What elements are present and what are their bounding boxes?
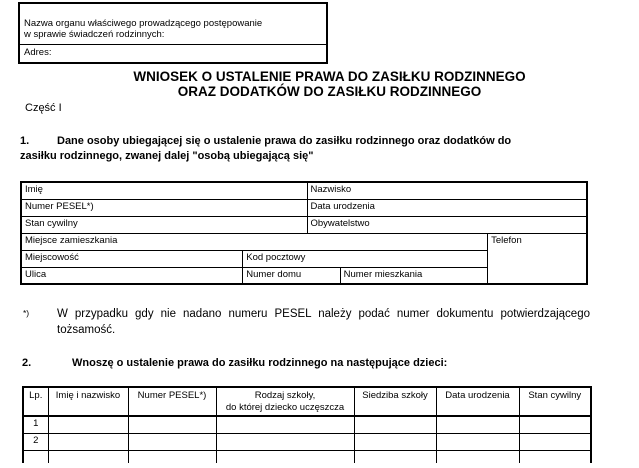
part-label: Część I <box>25 102 62 114</box>
birth-date-cell[interactable] <box>307 199 587 216</box>
child-birth-date-cell[interactable] <box>436 416 519 433</box>
section-1-heading <box>20 134 594 164</box>
children-table-region <box>22 386 598 463</box>
child-marital-status-cell[interactable] <box>519 433 591 450</box>
citizenship-cell[interactable] <box>307 216 587 233</box>
child-pesel-cell[interactable] <box>128 416 216 433</box>
child-school-location-cell[interactable] <box>354 416 436 433</box>
child-row <box>23 450 591 463</box>
apartment-number-cell[interactable] <box>340 267 488 284</box>
city-cell[interactable] <box>21 250 243 267</box>
city-label: Miejscowość <box>25 251 79 263</box>
postal-code-label: Kod pocztowy <box>246 251 306 263</box>
section-1-heading-text2: zasiłku rodzinnego, zwanej dalej "osobą ubiegającą się" <box>20 150 314 162</box>
footnote-line2: tożsamość. <box>57 324 116 336</box>
section-1-heading-text1: Dane osoby ubiegającej się o ustalenie prawa do zasiłku rodzinnego oraz dodatków do <box>57 135 512 147</box>
child-school-type-cell[interactable] <box>216 416 354 433</box>
citizenship-label: Obywatelstwo <box>310 217 370 229</box>
authority-name-label: Nazwa organu właściwego prowadzącego postępowanie w sprawie świadczeń rodzinnych: <box>24 17 263 40</box>
child-school-type-cell[interactable] <box>216 433 354 450</box>
section-1-line1 <box>20 134 594 149</box>
table-row <box>21 216 587 233</box>
children-table <box>22 386 592 463</box>
children-table-header-row <box>23 387 591 416</box>
child-birth-date-cell[interactable] <box>436 433 519 450</box>
phone-label: Telefon <box>491 234 522 246</box>
pesel-cell[interactable] <box>21 199 307 216</box>
footnote-text <box>57 306 590 338</box>
table-row <box>21 199 587 216</box>
col-header-school-type: Rodzaj szkoły, do której dziecko uczęszcza <box>216 387 354 416</box>
form-title <box>10 69 639 99</box>
child-row-number <box>23 450 48 463</box>
child-name-cell[interactable] <box>48 433 128 450</box>
child-row <box>23 433 591 450</box>
first-name-label: Imię <box>25 184 43 195</box>
applicant-table <box>20 181 588 285</box>
child-pesel-cell[interactable] <box>128 450 216 463</box>
footnote-marker: *) <box>23 308 30 318</box>
table-row <box>21 182 587 199</box>
child-pesel-cell[interactable] <box>128 433 216 450</box>
col-header-pesel: Numer PESEL*) <box>128 387 216 416</box>
postal-code-cell[interactable] <box>243 250 488 267</box>
form-title-line2: ORAZ DODATKÓW DO ZASIŁKU RODZINNEGO <box>177 84 482 99</box>
section-1-number: 1. <box>20 135 30 147</box>
col-header-lp: Lp. <box>23 387 48 416</box>
house-number-label: Numer domu <box>246 268 302 280</box>
child-school-location-cell[interactable] <box>354 450 436 463</box>
house-number-cell[interactable] <box>243 267 340 284</box>
footnote-line1: W przypadku gdy nie nadano numeru PESEL należy podać numer dokumentu potwierdzającego <box>57 308 590 320</box>
authority-address-field[interactable] <box>20 45 326 62</box>
pesel-footnote <box>20 306 594 338</box>
apartment-number-label: Numer mieszkania <box>343 268 423 280</box>
child-birth-date-cell[interactable] <box>436 450 519 463</box>
first-name-cell[interactable] <box>21 182 307 199</box>
residence-cell[interactable] <box>21 233 488 250</box>
child-row-number: 2 <box>23 433 48 450</box>
section-2-number: 2. <box>22 357 32 369</box>
street-label: Ulica <box>25 268 47 280</box>
col-header-birth-date: Data urodzenia <box>436 387 519 416</box>
col-header-name: Imię i nazwisko <box>48 387 128 416</box>
marital-status-cell[interactable] <box>21 216 307 233</box>
phone-cell[interactable] <box>488 233 587 284</box>
col-header-school-location: Siedziba szkoły <box>354 387 436 416</box>
residence-label: Miejsce zamieszkania <box>25 234 118 246</box>
child-school-location-cell[interactable] <box>354 433 436 450</box>
child-row <box>23 416 591 433</box>
form-title-line1: WNIOSEK O USTALENIE PRAWA DO ZASIŁKU RODZINNEGO <box>133 69 526 84</box>
child-marital-status-cell[interactable] <box>519 416 591 433</box>
section-2-heading <box>22 356 596 371</box>
last-name-label: Nazwisko <box>310 184 352 195</box>
section-2-heading-text: Wnoszę o ustalenie prawa do zasiłku rodzinnego na następujące dzieci: <box>72 357 448 369</box>
marital-status-label: Stan cywilny <box>25 217 78 229</box>
last-name-cell[interactable] <box>307 182 587 199</box>
authority-box <box>18 2 328 64</box>
authority-name-field[interactable] <box>20 4 326 45</box>
child-name-cell[interactable] <box>48 450 128 463</box>
col-header-marital-status: Stan cywilny <box>519 387 591 416</box>
street-cell[interactable] <box>21 267 243 284</box>
table-row <box>21 233 587 250</box>
pesel-label: Numer PESEL*) <box>25 200 94 212</box>
child-marital-status-cell[interactable] <box>519 450 591 463</box>
child-name-cell[interactable] <box>48 416 128 433</box>
child-row-number: 1 <box>23 416 48 433</box>
child-school-type-cell[interactable] <box>216 450 354 463</box>
birth-date-label: Data urodzenia <box>310 200 375 212</box>
authority-address-label: Adres: <box>24 46 52 58</box>
